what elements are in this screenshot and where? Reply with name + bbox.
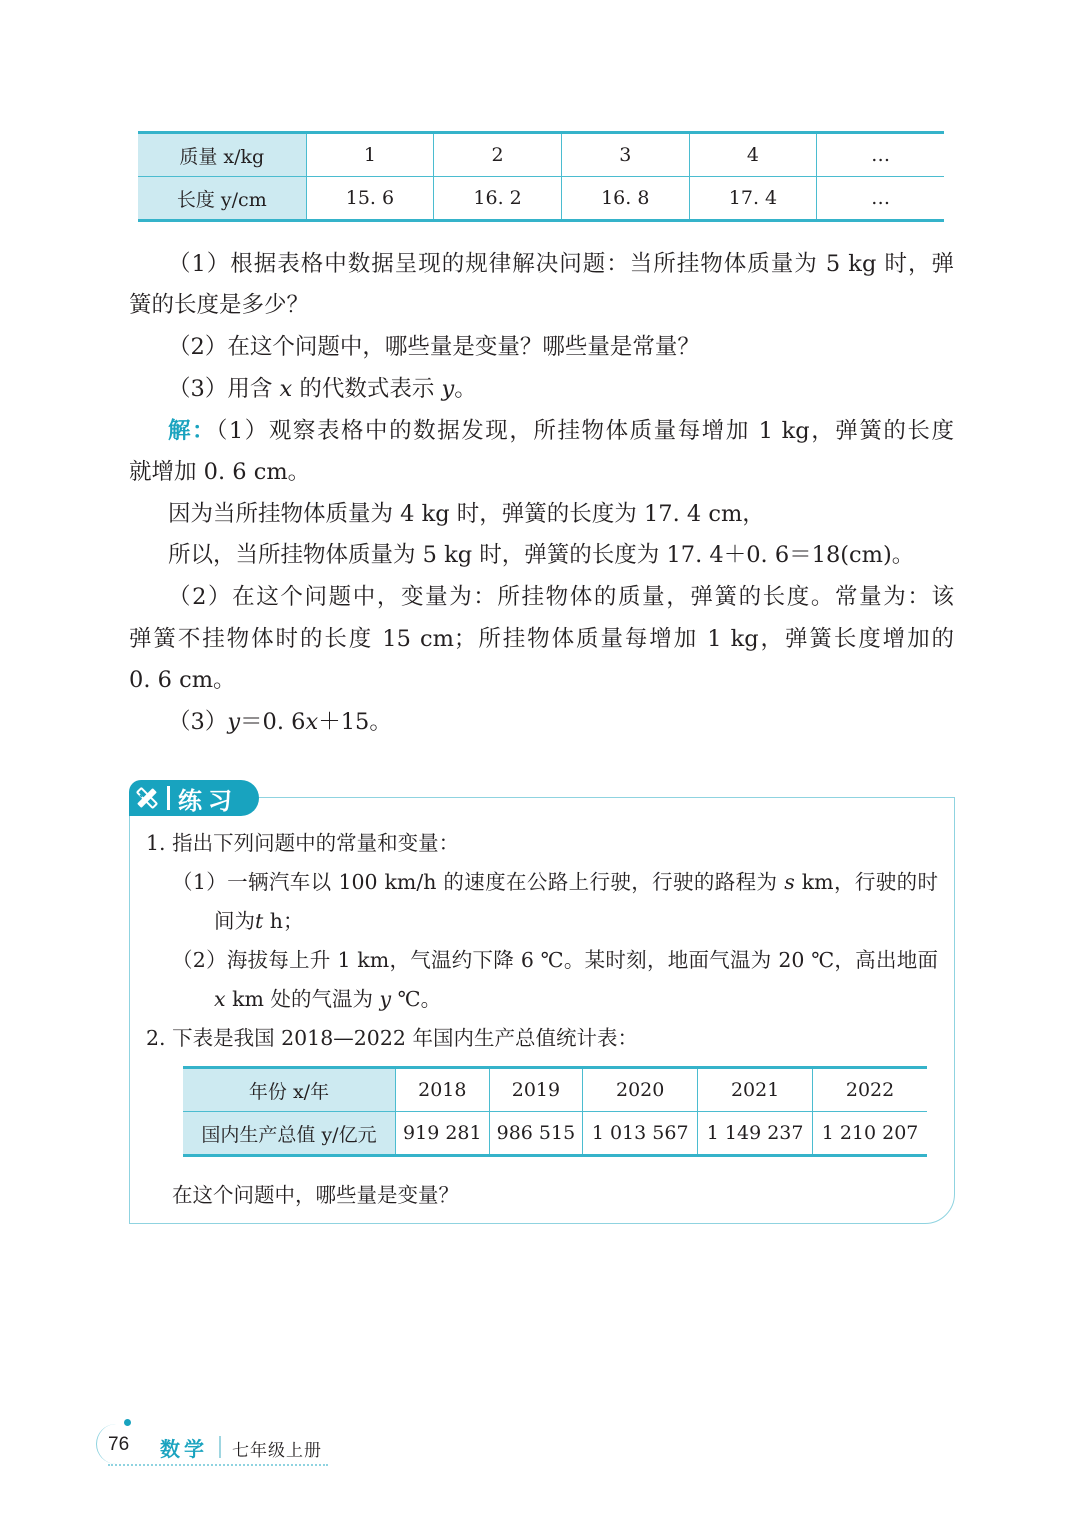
solution-2-line-1: （2）在这个问题中，变量为：所挂物体的质量，弹簧的长度。常量为：该 (168, 584, 954, 610)
table-cell: 15. 6 (306, 177, 434, 221)
s3-mid: ＝0. 6 (240, 709, 306, 735)
s3-prefix: （3） (168, 709, 228, 735)
table-row (183, 1068, 927, 1112)
exercise-1-1-line-1 (172, 868, 938, 896)
ex11-end: km，行驶的时 (801, 870, 938, 894)
var-y: y (379, 987, 392, 1011)
page-number: 76 (108, 1434, 130, 1455)
table-cell: 1 149 237 (698, 1112, 813, 1156)
row-header-gdp: 国内生产总值 y/亿元 (183, 1112, 396, 1156)
ex11b-end: h； (269, 909, 304, 933)
row-header-year: 年份 x/年 (183, 1068, 396, 1112)
table-cell: 1 013 567 (583, 1112, 698, 1156)
table-cell: 2018 (396, 1068, 490, 1112)
question-2: （2）在这个问题中，哪些量是变量？哪些量是常量？ (168, 334, 700, 360)
book-title: 七年级上册 (232, 1441, 322, 1461)
table-cell: 1 210 207 (813, 1112, 927, 1156)
exercise-1-1-line-2 (214, 907, 303, 935)
solution-label: 解： (168, 418, 217, 444)
ex12b-mid: km 处的气温为 (232, 987, 373, 1011)
table-cell: 16. 8 (561, 177, 689, 221)
data-table-spring (138, 131, 944, 222)
q3-prefix: （3）用含 (168, 376, 273, 402)
var-y: y (441, 376, 455, 402)
var-s: s (784, 870, 795, 894)
solution-1-line-4: 所以，当所挂物体质量为 5 kg 时，弹簧的长度为 17. 4＋0. 6＝18(cm)。 (168, 542, 915, 568)
table-cell: 16. 2 (434, 177, 562, 221)
table-cell: 4 (689, 133, 817, 177)
solution-1-line-3: 因为当所挂物体质量为 4 kg 时，弹簧的长度为 17. 4 cm， (168, 501, 765, 527)
solution-1-line-2: 就增加 0. 6 cm。 (129, 459, 311, 485)
tab-divider (167, 786, 170, 810)
q3-mid: 的代数式表示 (299, 376, 435, 402)
ex12b-end: ℃。 (397, 987, 442, 1011)
row-header-mass: 质量 x/kg (138, 133, 306, 177)
exercise-2-question: 在这个问题中，哪些量是变量？ (172, 1183, 459, 1207)
footer-divider (219, 1436, 221, 1458)
table-row (138, 133, 944, 177)
subject-title: 数学 (160, 1437, 208, 1461)
solution-1-line-1 (168, 416, 954, 446)
question-1-line-1: （1）根据表格中数据呈现的规律解决问题：当所挂物体质量为 5 kg 时，弹 (168, 251, 954, 277)
exercise-2: 2. 下表是我国 2018—2022 年国内生产总值统计表： (146, 1026, 638, 1050)
question-1-line-2: 簧的长度是多少？ (129, 292, 310, 318)
practice-tab (129, 780, 259, 816)
practice-title: 练习 (178, 786, 238, 815)
footer-dot (124, 1419, 131, 1426)
ex11-prefix: （1）一辆汽车以 100 km/h 的速度在公路上行驶，行驶的路程为 (172, 870, 778, 894)
var-x: x (279, 376, 293, 402)
exercise-1-2-line-1: （2）海拔每上升 1 km，气温约下降 6 ℃。某时刻，地面气温为 20 ℃，高出地面 (172, 948, 938, 972)
solution-2-line-2: 弹簧不挂物体时的长度 15 cm；所挂物体质量每增加 1 kg，弹簧长度增加的 (129, 626, 954, 652)
exercise-1: 1. 指出下列问题中的常量和变量： (146, 831, 460, 855)
table-row (183, 1112, 927, 1156)
pencil-ruler-icon (129, 780, 165, 816)
ex11b-prefix: 间为 (214, 909, 255, 933)
var-x: x (214, 987, 226, 1011)
s3-end: ＋15。 (318, 709, 392, 735)
exercise-1-2-line-2 (214, 985, 441, 1013)
var-y: y (227, 709, 241, 735)
table-cell: … (817, 133, 944, 177)
solution-2-line-3: 0. 6 cm。 (129, 667, 236, 693)
gdp-table (183, 1066, 927, 1157)
var-t: t (255, 909, 264, 933)
table-cell: 2021 (698, 1068, 813, 1112)
table-row (138, 177, 944, 221)
table-cell: 3 (561, 133, 689, 177)
table-cell: 2022 (813, 1068, 927, 1112)
row-header-length: 长度 y/cm (138, 177, 306, 221)
table-cell: 2020 (583, 1068, 698, 1112)
table-cell: 1 (306, 133, 434, 177)
footer-dotted-line (108, 1464, 328, 1466)
q3-end: 。 (454, 376, 477, 402)
table-cell: 2019 (489, 1068, 583, 1112)
table-cell: 17. 4 (689, 177, 817, 221)
table-cell: 2 (434, 133, 562, 177)
solution-3 (168, 707, 392, 737)
table-cell: 986 515 (489, 1112, 583, 1156)
question-3 (168, 374, 477, 404)
var-x: x (305, 709, 319, 735)
table-cell: 919 281 (396, 1112, 490, 1156)
solution-1-text: （1）观察表格中的数据发现，所挂物体质量每增加 1 kg，弹簧的长度 (216, 418, 954, 444)
table-cell: … (817, 177, 944, 221)
